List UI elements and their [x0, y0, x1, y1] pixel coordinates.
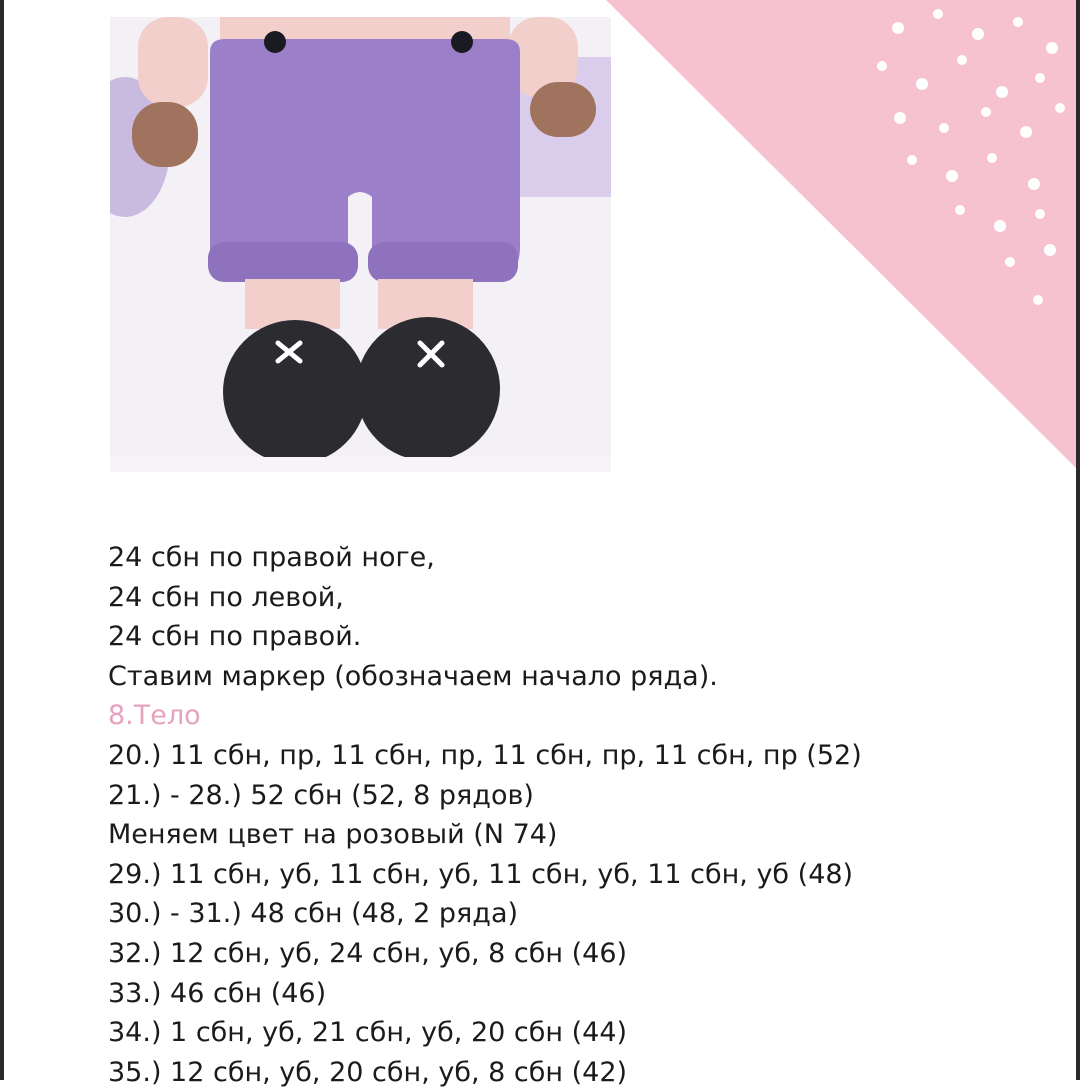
pattern-row-29: 29.) 11 сбн, уб, 11 сбн, уб, 11 сбн, уб, 11 сбн, уб (48) [108, 858, 854, 890]
right-button [451, 31, 473, 53]
pattern-row-20: 20.) 11 сбн, пр, 11 сбн, пр, 11 сбн, пр, 11 сбн, пр (52) [108, 739, 862, 771]
left-arm [138, 17, 208, 107]
left-button [264, 31, 286, 53]
pattern-line-2: 24 сбн по левой, [108, 581, 344, 613]
pattern-line-4: Ставим маркер (обозначаем начало ряда). [108, 660, 718, 692]
pattern-instructions [108, 538, 1048, 1092]
right-cuff [368, 242, 518, 282]
pattern-line-1: 24 сбн по правой ноге, [108, 542, 435, 573]
pink-triangle [606, 0, 1076, 468]
pattern-row-34: 34.) 1 сбн, уб, 21 сбн, уб, 20 сбн (44) [108, 1017, 628, 1049]
pattern-row-30-31: 30.) - 31.) 48 сбн (48, 2 ряда) [108, 898, 519, 930]
left-cuff [208, 242, 358, 282]
pattern-row-35: 35.) 12 сбн, уб, 20 сбн, уб, 8 сбн (42) [108, 1056, 628, 1088]
pattern-row-21-28: 21.) - 28.) 52 сбн (52, 8 рядов) [108, 779, 534, 811]
pattern-row-32: 32.) 12 сбн, уб, 24 сбн, уб, 8 сбн (46) [108, 937, 628, 969]
pattern-line-3: 24 сбн по правой. [108, 621, 362, 653]
floor [110, 457, 611, 472]
left-shoe [223, 320, 367, 464]
pattern-row-33: 33.) 46 сбн (46) [108, 977, 327, 1009]
section-heading-body: 8.Тело [108, 700, 201, 732]
left-hand [132, 102, 198, 167]
right-shoe [356, 317, 500, 461]
pattern-color-change: Меняем цвет на розовый (N 74) [108, 819, 558, 851]
right-hand [530, 82, 596, 137]
doll-photo [110, 17, 611, 472]
